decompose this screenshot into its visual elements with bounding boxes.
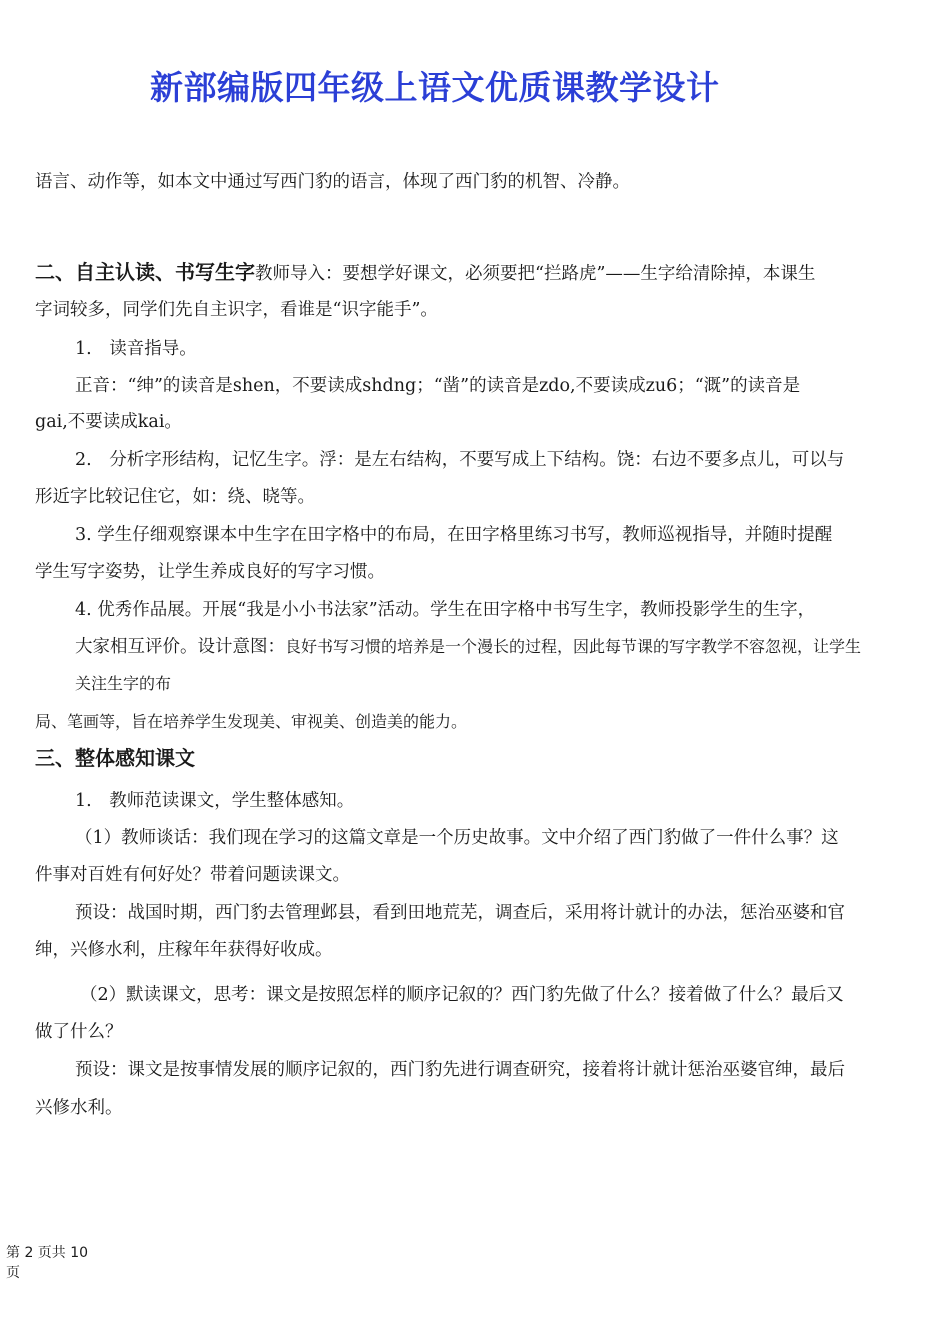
paragraph-line: 绅，兴修水利，庄稼年年获得好收成。: [35, 940, 333, 960]
paragraph-line: 学生写字姿势，让学生养成良好的写字习惯。: [35, 562, 385, 582]
paragraph-line: 预设：课文是按事情发展的顺序记叙的，西门豹先进行调查研究，接着将计就计惩治巫婆官绅，最后: [75, 1060, 845, 1080]
paragraph-line: 预设：战国时期，西门豹去管理邺县，看到田地荒芜，调查后，采用将计就计的办法，惩治巫婆和官: [75, 903, 845, 923]
paragraph-line: 字词较多，同学们先自主识字，看谁是“识字能手”。: [35, 300, 438, 320]
paragraph-line: gai,不要读成kai。: [35, 412, 182, 432]
section-heading: 二、自主认读、书写生字: [35, 260, 255, 284]
paragraph-line: 正音：“绅”的读音是shen，不要读成shdng；“凿”的读音是zdo,不要读成zu6；“溉”的读音是: [75, 376, 801, 396]
paragraph-line: 兴修水利。: [35, 1098, 123, 1118]
section-heading: 三、整体感知课文: [35, 746, 195, 770]
paragraph-text: 教师导入：要想学好课文，必须要把“拦路虎”——生字给清除掉，本课生: [255, 264, 816, 284]
paragraph-line: （1）教师谈话：我们现在学习的这篇文章是一个历史故事。文中介绍了西门豹做了一件什么事？这: [75, 828, 839, 848]
list-item: 1. 教师范读课文，学生整体感知。: [75, 791, 355, 811]
list-item: 4. 优秀作品展。开展“我是小小书法家”活动。学生在田字格中书写生字，教师投影学生的生字，: [75, 600, 816, 620]
paragraph-line: 关注生字的布: [75, 674, 172, 693]
paragraph-text: 大家相互评价。设计意图：: [75, 637, 285, 657]
paragraph-line: 语言、动作等，如本文中通过写西门豹的语言，体现了西门豹的机智、冷静。: [35, 172, 630, 192]
design-intent-text: 良好书写习惯的培养是一个漫长的过程，因此每节课的写字教学不容忽视，让学生: [285, 637, 862, 656]
paragraph-line: 件事对百姓有何好处？带着问题读课文。: [35, 865, 350, 885]
document-title: 新部编版四年级上语文优质课教学设计: [150, 68, 720, 107]
paragraph-line: 局、笔画等，旨在培养学生发现美、审视美、创造美的能力。: [35, 712, 468, 731]
paragraph-line: 形近字比较记住它，如：绕、晓等。: [35, 487, 315, 507]
paragraph-line: 做了什么？: [35, 1022, 123, 1042]
list-item: 2. 分析字形结构，记忆生字。浮：是左右结构，不要写成上下结构。饶：右边不要多点儿，可以与: [75, 450, 845, 470]
list-item: 3. 学生仔细观察课本中生字在田字格中的布局，在田字格里练习书写，教师巡视指导，并随时提醒: [75, 525, 833, 545]
section-heading-2-line: [35, 256, 815, 286]
page-number: 第 2 页共 10 页: [6, 1245, 89, 1281]
paragraph-line: [75, 635, 861, 659]
paragraph-line: （2）默读课文，思考：课文是按照怎样的顺序记叙的？西门豹先做了什么？接着做了什么？最后又: [80, 985, 844, 1005]
list-item: 1. 读音指导。: [75, 339, 197, 359]
